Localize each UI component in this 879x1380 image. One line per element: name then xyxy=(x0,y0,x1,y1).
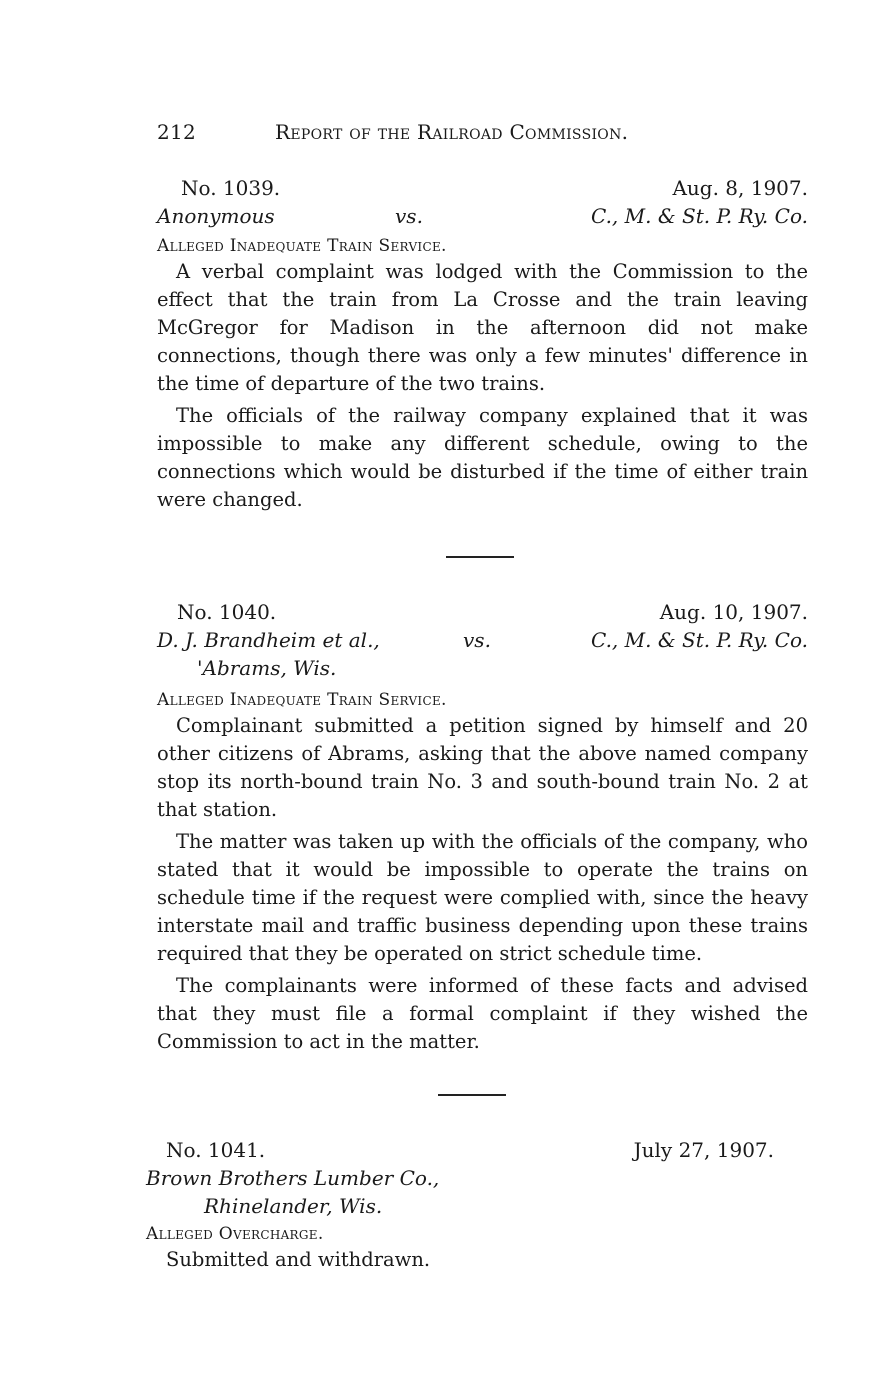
complainant: D. J. Brandheim et al., xyxy=(157,628,380,652)
case-1041 xyxy=(146,1138,806,1274)
respondent: C., M. & St. P. Ry. Co. xyxy=(590,204,808,228)
case-1039 xyxy=(157,176,808,514)
complainant-location: 'Abrams, Wis. xyxy=(197,656,337,680)
case-heading: Alleged Inadequate Train Service. xyxy=(157,690,447,710)
case-date: Aug. 8, 1907. xyxy=(672,176,808,200)
complainant-location: Rhinelander, Wis. xyxy=(204,1194,383,1218)
case-date: Aug. 10, 1907. xyxy=(659,600,808,624)
case-number: No. 1041. xyxy=(166,1138,266,1162)
page-number: 212 xyxy=(157,120,197,144)
case-paragraph: The officials of the railway company explained that it was impossible to make any different schedule, owing to the connections which would be disturbed if the time of either train were changed. xyxy=(157,404,808,511)
complainant: Anonymous xyxy=(157,204,275,228)
case-paragraph: The complainants were informed of these facts and advised that they must file a formal complaint if they wished the Commission to act in the matter. xyxy=(157,974,808,1053)
case-paragraph: The matter was taken up with the officials of the company, who stated that it would be impossible to operate the trains on schedule time if the request were complied with, since the heavy interstate mail and traffic business depending upon these trains required that they be operated on strict schedule time. xyxy=(157,830,808,965)
section-divider xyxy=(438,1094,506,1096)
versus: vs. xyxy=(395,204,423,228)
case-date: July 27, 1907. xyxy=(633,1138,774,1162)
respondent: C., M. & St. P. Ry. Co. xyxy=(590,628,808,652)
case-heading: Alleged Inadequate Train Service. xyxy=(157,236,447,256)
case-1040 xyxy=(157,600,808,1056)
case-number: No. 1039. xyxy=(181,176,281,200)
case-heading: Alleged Overcharge. xyxy=(146,1224,324,1244)
running-title: Report of the Railroad Commission. xyxy=(275,120,629,144)
versus: vs. xyxy=(463,628,491,652)
case-number: No. 1040. xyxy=(177,600,277,624)
complainant: Brown Brothers Lumber Co., xyxy=(146,1166,440,1190)
case-paragraph: Submitted and withdrawn. xyxy=(166,1248,431,1271)
case-paragraph: Complainant submitted a petition signed by himself and 20 other citizens of Abrams, asking that the above named company stop its north-bound train No. 3 and south-bound train No. 2 at that station. xyxy=(157,714,808,821)
case-paragraph: A verbal complaint was lodged with the Commission to the effect that the train from La Crosse and the train leaving McGregor for Madison in the afternoon did not make connections, though there was only a few minutes' difference in the time of departure of the two trains. xyxy=(157,260,808,395)
section-divider xyxy=(446,556,514,558)
